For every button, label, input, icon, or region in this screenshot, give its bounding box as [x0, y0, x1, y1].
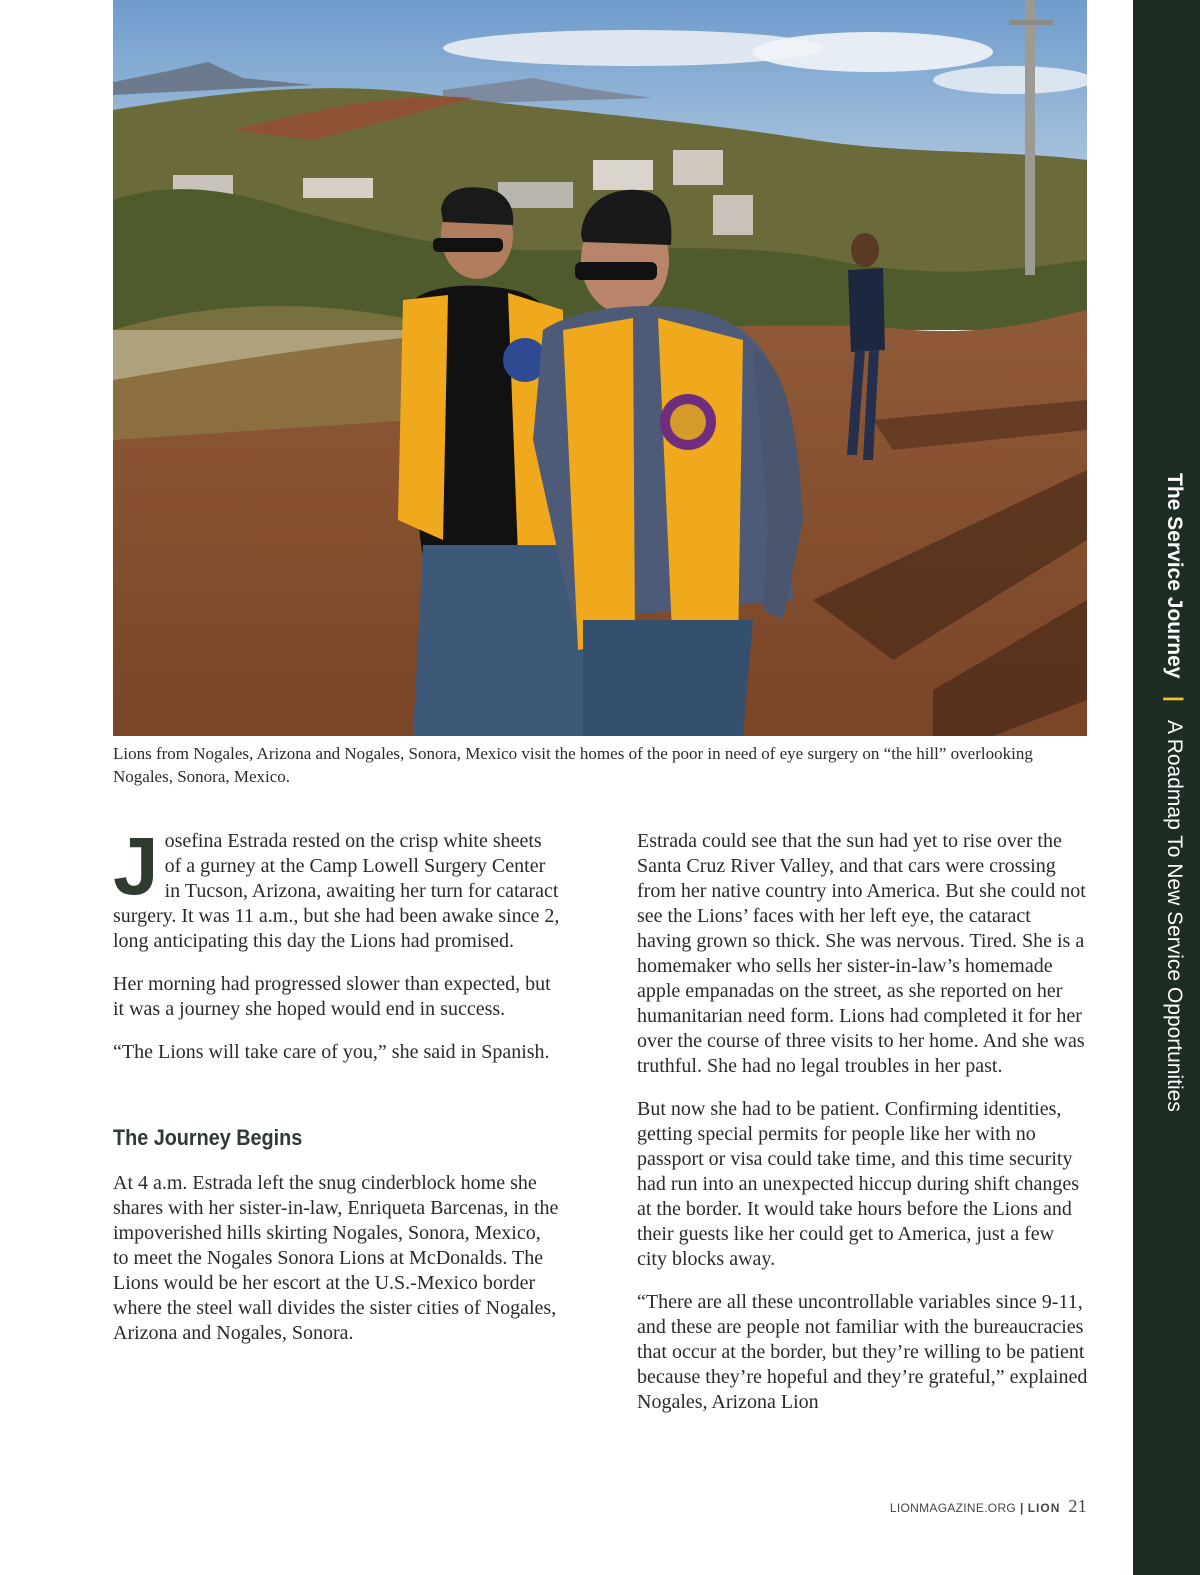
sidebar-subtitle: A Roadmap To New Service Opportunities: [1163, 720, 1186, 1112]
sidebar-separator: |: [1163, 696, 1186, 703]
photo-caption: Lions from Nogales, Arizona and Nogales, Sonora, Mexico visit the homes of the poor in need of eye surgery on “the hill” overlooking Nogales, Sonora, Mexico.: [113, 744, 1033, 786]
paragraph-text: osefina Estrada rested on the crisp white sheets of a gurney at the Camp Lowell Surgery Center in Tucson, Arizona, awaiting her turn for cataract surgery. It was 11 a.m., but she had been awake since 2, long anticipating this day the Lions had promised.: [113, 830, 560, 952]
article-column-right: [637, 829, 1089, 1433]
page-footer: [890, 1496, 1087, 1517]
paragraph: Estrada could see that the sun had yet to rise over the Santa Cruz River Valley, and that cars were crossing from her native country into America. But she could not see the Lions’ faces with her left eye, the cataract having grown so thick. She was nervous. Tired. She is a homemaker who sells her sister-in-law’s homemade apple empanadas on the street, as she reported on her humanitarian need form. Lions had completed it for her over the course of three visits to her home. And she was truthful. She had no legal troubles in her past.: [637, 830, 1086, 1077]
sidebar-title: The Service Journey: [1163, 473, 1186, 679]
paragraph: Her morning had progressed slower than expected, but it was a journey she hoped would end in success.: [113, 973, 551, 1020]
footer-site: LIONMAGAZINE.ORG: [889, 1501, 1017, 1515]
sidebar-label: [1146, 473, 1186, 1113]
footer-brand: LION: [1027, 1501, 1061, 1515]
photo-illustration: [113, 0, 1087, 736]
page-number: 21: [1068, 1496, 1087, 1516]
paragraph: “There are all these uncontrollable variables since 9-11, and these are people not familiar with the bureaucracies that occur at the border, but they’re willing to be patient because they’re hopeful and they’re grateful,” explained Nogales, Arizona Lion: [637, 1291, 1088, 1413]
article-column-left: [113, 821, 561, 1364]
drop-cap: J: [113, 821, 159, 912]
paragraph: “The Lions will take care of you,” she said in Spanish.: [113, 1041, 550, 1063]
paragraph: But now she had to be patient. Confirming identities, getting special permits for people like her with no passport or visa could take time, and this time security had run into an unexpected hiccup during shift changes at the border. It would take hours before the Lions and their guests like her could get to America, just a few city blocks away.: [637, 1098, 1080, 1270]
paragraph: At 4 a.m. Estrada left the snug cinderblock home she shares with her sister-in-law, Enriqueta Barcenas, in the impoverished hills skirting Nogales, Sonora, Mexico, to meet the Nogales Sonora Lions at McDonalds. The Lions would be her escort at the U.S.-Mexico border where the steel wall divides the sister cities of Nogales, Arizona and Nogales, Sonora.: [113, 1172, 559, 1344]
paragraph: [113, 821, 561, 954]
footer-separator: |: [1020, 1501, 1024, 1515]
section-heading: The Journey Begins: [113, 1125, 303, 1150]
hero-photo: [113, 0, 1087, 736]
